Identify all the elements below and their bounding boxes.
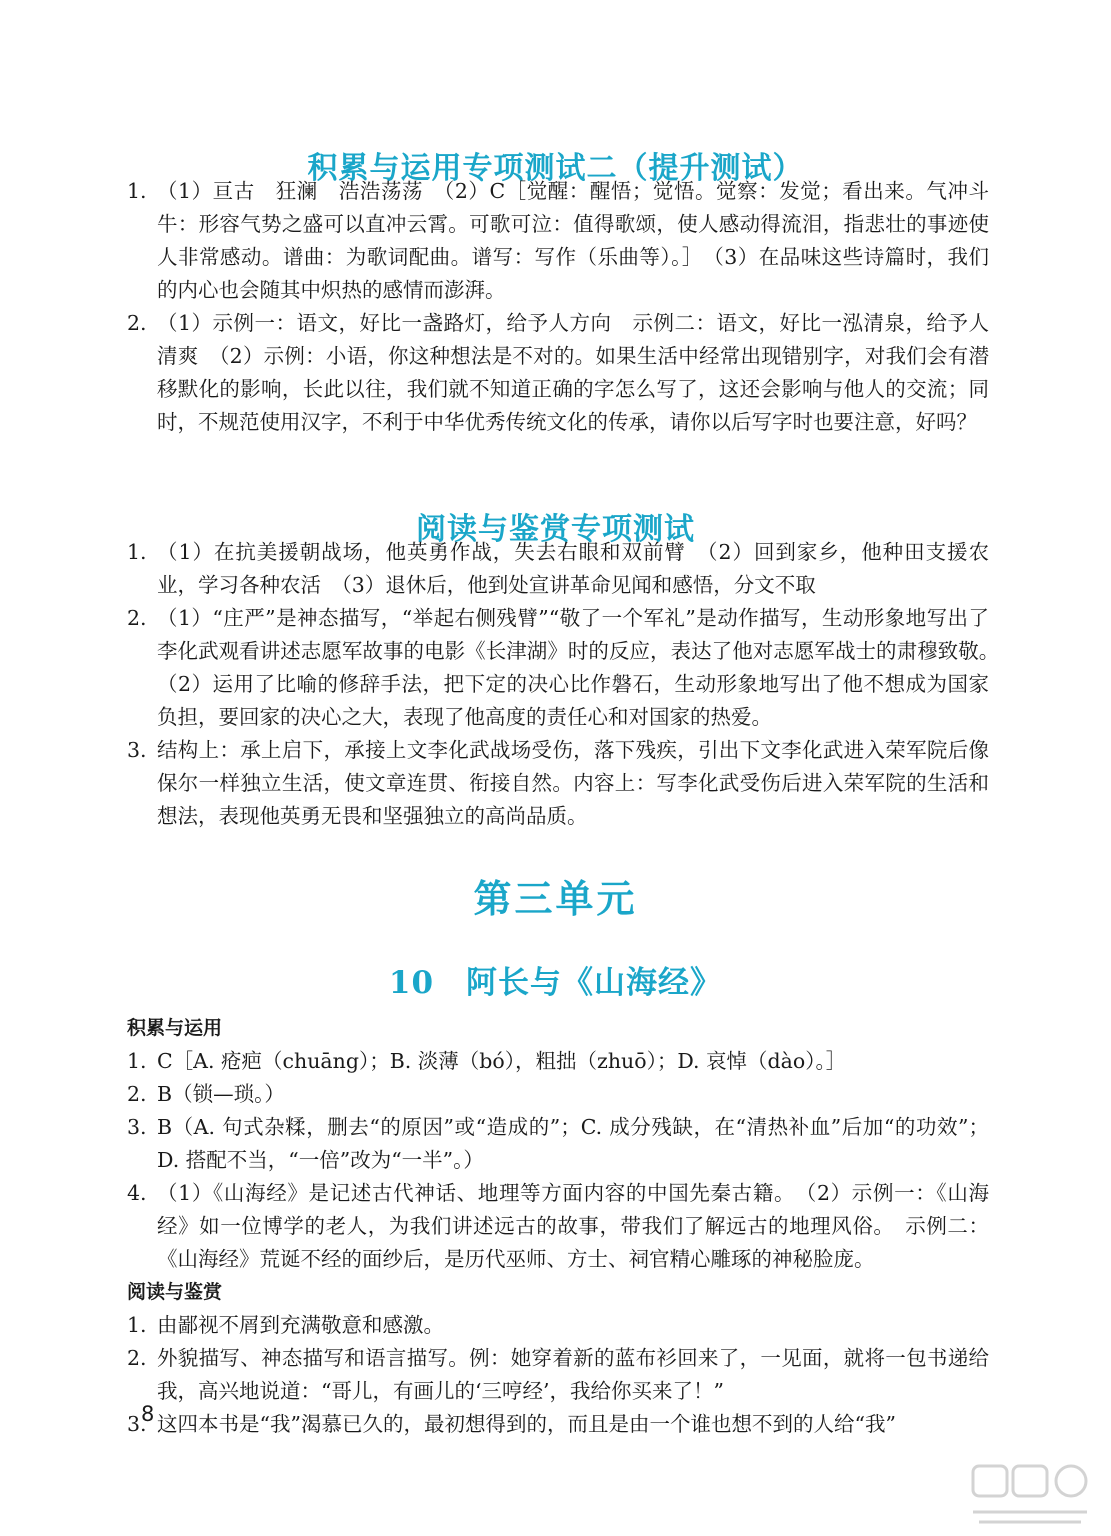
item-number: 3. [127,1412,147,1436]
reading-test-answers [127,536,1010,833]
section-title-accumulation-test: 积累与运用专项测试二（提升测试） [307,151,804,186]
item-text: 结构上：承上启下，承接上文李化武战场受伤，落下残疾，引出下文李化武进入荣军院后像保尔一样独立生活，使文章连贯、衔接自然。内容上：写李化武受伤后进入荣军院的生活和想法，表现他英勇无畏和坚强独立的高尚品质。 [157,738,989,828]
item-text: （1）在抗美援朝战场，他英勇作战，失去右眼和双前臂 （2）回到家乡，他种田支援农业，学习各种农活 （3）退休后，他到处宣讲革命见闻和感悟，分文不取 [157,540,989,597]
lesson-answers [127,1012,989,1441]
answer-item [127,1342,989,1408]
answer-item [127,1309,989,1342]
subsection-heading-accumulation: 积累与运用 [127,1017,223,1039]
item-text: （1）《山海经》是记述古代神话、地理等方面内容的中国先秦古籍。 （2）示例一：《山海经》如一位博学的老人，为我们讲述远古的故事，带我们了解远古的地理风俗。 示例二：《山海经》荒诞不经的面纱后，是历代巫师、方士、祠官精心雕琢的神秘脸庞。 [157,1181,989,1271]
unit-title: 第三单元 [473,876,638,921]
item-text: C［A. 疮疤（chuāng）；B. 淡薄（bó），粗拙（zhuō）；D. 哀悼（dào）。］ [157,1049,847,1073]
item-number: 1. [127,179,147,203]
subsection-heading-reading: 阅读与鉴赏 [127,1281,223,1303]
accumulation-test-answers [127,175,989,439]
item-number: 2. [127,1082,147,1106]
section-title-reading-test: 阅读与鉴赏专项测试 [416,512,695,547]
lesson-title: 10 阿长与《山海经》 [388,965,723,1001]
answer-item [127,307,989,439]
item-number: 2. [127,1346,147,1370]
item-number: 4. [127,1181,147,1205]
answer-item [127,1078,989,1111]
page-number: 8 [141,1402,155,1426]
watermark-logo-icon [965,1460,1095,1530]
item-number: 1. [127,1049,147,1073]
item-number: 2. [127,606,147,630]
item-text: 外貌描写、神态描写和语言描写。例：她穿着新的蓝布衫回来了，一见面，就将一包书递给我，高兴地说道：“哥儿，有画儿的‘三哼经’，我给你买来了！” [157,1346,989,1403]
answer-item [127,175,989,307]
item-text: （1）示例一：语文，好比一盏路灯，给予人方向 示例二：语文，好比一泓清泉，给予人清爽 （2）示例：小语，你这种想法是不对的。如果生活中经常出现错别字，对我们会有潜移默化的影响，长此以往，我们就不知道正确的字怎么写了，这还会影响与他人的交流；同时，不规范使用汉字，不利于中华优秀传统文化的传承，请你以后写字时也要注意，好吗？ [157,311,989,434]
answer-item [127,734,989,833]
item-text: （1）“庄严”是神态描写，“举起右侧残臂”“敬了一个军礼”是动作描写，生动形象地写出了李化武观看讲述志愿军故事的电影《长津湖》时的反应，表达了他对志愿军战士的肃穆致敬。 （2）运用了比喻的修辞手法，把下定的决心比作磐石，生动形象地写出了他不想成为国家负担，要回家的决心之大，表现了他高度的责任心和对国家的热爱。 [157,606,1010,729]
item-number: 3. [127,1115,147,1139]
item-text: （1）亘古 狂澜 浩浩荡荡 （2）C［觉醒：醒悟；觉悟。觉察：发觉；看出来。气冲斗牛：形容气势之盛可以直冲云霄。可歌可泣：值得歌颂，使人感动得流泪，指悲壮的事迹使人非常感动。谱曲：为歌词配曲。谱写：写作（乐曲等）。］ （3）在品味这些诗篇时，我们的内心也会随其中炽热的感情而澎湃。 [157,179,989,302]
item-text: B（A. 句式杂糅，删去“的原因”或“造成的”；C. 成分残缺，在“清热补血”后加“的功效”；D. 搭配不当，“一倍”改为“一半”。） [157,1115,989,1172]
item-number: 1. [127,1313,147,1337]
answer-item [127,1177,989,1276]
item-number: 3. [127,738,147,762]
item-text: B（锁—琐。） [157,1082,285,1106]
item-number: 2. [127,311,147,335]
item-number: 1. [127,540,147,564]
item-text: 这四本书是“我”渴慕已久的，最初想得到的，而且是由一个谁也想不到的人给“我” [157,1412,896,1436]
answer-item [127,1045,989,1078]
answer-item [127,536,989,602]
answer-item [127,602,1010,734]
answer-item [127,1408,989,1441]
answer-item [127,1111,989,1177]
item-text: 由鄙视不屑到充满敬意和感激。 [157,1313,444,1337]
